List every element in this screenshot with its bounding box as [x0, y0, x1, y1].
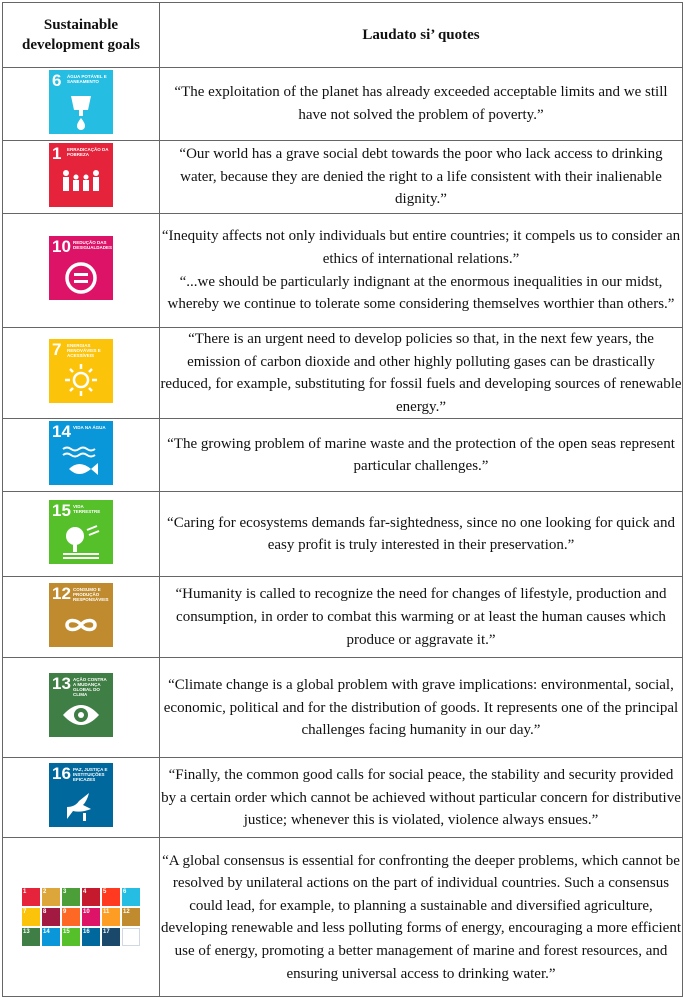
- sdg-label: AÇÃO CONTRA A MUDANÇA GLOBAL DO CLIMA: [73, 677, 107, 698]
- sdg-mini-tile-12: 12: [122, 908, 140, 926]
- sdg-label: PAZ, JUSTIÇA E INSTITUIÇÕES EFICAZES: [73, 767, 108, 783]
- sdg-icon-cell: [3, 68, 160, 141]
- sdg-7-tile: [49, 339, 113, 403]
- table-row: [3, 492, 683, 577]
- family-icon: [61, 165, 101, 203]
- quote-cell: [160, 838, 683, 997]
- sdg-number: 16: [52, 764, 71, 784]
- sdg-number: 13: [52, 674, 71, 694]
- sdg-icon-cell: [3, 492, 160, 577]
- sdg-16-tile: [49, 763, 113, 827]
- quote-text: “Climate change is a global problem with grave implications: environmental, social, economic, political and for the distribution of goods. It represents one of the principal challenges facing humanity in our day.”: [163, 676, 679, 739]
- quote-text: “Humanity is called to recognize the need for changes of lifestyle, production and consumption, in order to combat this warming or at least the human causes which produce or aggravate it.”: [175, 586, 667, 648]
- sdg-1-tile: [49, 143, 113, 207]
- sdg-number: 10: [52, 237, 71, 256]
- table-row: [3, 328, 683, 419]
- sdg-mini-tile-14: 14: [42, 928, 60, 946]
- sdg-mini-tile-2: 2: [42, 888, 60, 906]
- sdg-icon-cell: [3, 758, 160, 838]
- dove-icon: [61, 785, 101, 823]
- all-goals-grid-icon: [22, 888, 140, 946]
- table-row: [3, 758, 683, 838]
- sdg-mini-tile-10: 10: [82, 908, 100, 926]
- quote-cell: [160, 758, 683, 838]
- quote-cell: [160, 419, 683, 492]
- sdg-number: 12: [52, 583, 71, 603]
- table-row: [3, 577, 683, 658]
- sdg-10-tile: [49, 236, 113, 300]
- quote-cell: [160, 658, 683, 758]
- sdg-icon-cell: [3, 658, 160, 758]
- quote-text: “...we should be particularly indignant at the enormous inequalities in our midst, whereby we continue to tolerate some considering themselves worthier than others.”: [167, 273, 675, 313]
- sun-icon: [61, 361, 101, 399]
- sdg-6-tile: [49, 70, 113, 134]
- sdg-label: CONSUMO E PRODUÇÃO RESPONSÁVEIS: [73, 586, 109, 602]
- sdg-label: VIDA TERRESTRE: [73, 503, 101, 514]
- sdg-mini-tile-9: 9: [62, 908, 80, 926]
- water-drop-icon: [61, 92, 101, 130]
- quote-cell: [160, 214, 683, 328]
- sdg-quotes-table: [2, 2, 683, 997]
- sdg-icon-cell: [3, 141, 160, 214]
- table-row: [3, 658, 683, 758]
- tree-icon: [61, 522, 101, 560]
- table-row: [3, 68, 683, 141]
- eye-globe-icon: [61, 695, 101, 733]
- sdg-label: VIDA NA ÁGUA: [73, 424, 106, 430]
- header-quotes: Laudato si’ quotes: [160, 3, 683, 68]
- sdg-13-tile: [49, 673, 113, 737]
- sdg-mini-tile-13: 13: [22, 928, 40, 946]
- table-row: [3, 419, 683, 492]
- quote-cell: [160, 328, 683, 419]
- sdg-mini-tile-16: 16: [82, 928, 100, 946]
- table-row: [3, 141, 683, 214]
- header-sdg: Sustainable development goals: [3, 3, 160, 68]
- quote-cell: [160, 577, 683, 658]
- sdg-number: 15: [52, 500, 71, 520]
- fish-icon: [61, 443, 101, 481]
- sdg-mini-tile-8: 8: [42, 908, 60, 926]
- sdg-mini-tile-1: 1: [22, 888, 40, 906]
- sdg-icon-cell: [3, 577, 160, 658]
- quote-text: “The growing problem of marine waste and the protection of the open seas represent particular challenges.”: [167, 435, 675, 475]
- sdg-logo-tile: [122, 928, 140, 946]
- sdg-14-tile: [49, 421, 113, 485]
- sdg-label: REDUÇÃO DAS DESIGUALDADES: [73, 240, 113, 250]
- quote-text: “Our world has a grave social debt towards the poor who lack access to drinking water, because they are denied the right to a life consistent with their inalienable dignity.”: [179, 146, 663, 208]
- sdg-mini-tile-5: 5: [102, 888, 120, 906]
- quote-cell: [160, 68, 683, 141]
- quote-cell: [160, 141, 683, 214]
- sdg-15-tile: [49, 500, 113, 564]
- infinity-icon: [61, 605, 101, 643]
- header-row: [3, 3, 683, 68]
- sdg-icon-cell: [3, 328, 160, 419]
- sdg-icon-cell: [3, 838, 160, 997]
- quote-text: “Caring for ecosystems demands far-sightedness, since no one looking for quick and easy profit is truly interested in their preservation.”: [167, 514, 675, 554]
- sdg-icon-cell: [3, 419, 160, 492]
- table-row: [3, 214, 683, 328]
- sdg-mini-tile-15: 15: [62, 928, 80, 946]
- sdg-number: 6: [52, 70, 62, 90]
- sdg-number: 7: [52, 339, 62, 359]
- quote-text: “There is an urgent need to develop policies so that, in the next few years, the emission of carbon dioxide and other highly polluting gases can be drastically reduced, for example, substituting for fossil fuels and developing sources of renewable energy.”: [160, 331, 682, 415]
- quote-text: “The exploitation of the planet has already exceeded acceptable limits and we still have not solved the problem of poverty.”: [174, 84, 668, 123]
- sdg-mini-tile-6: 6: [122, 888, 140, 906]
- equality-icon: [61, 258, 101, 296]
- sdg-mini-tile-4: 4: [82, 888, 100, 906]
- sdg-number: 14: [52, 421, 71, 441]
- sdg-12-tile: [49, 583, 113, 647]
- sdg-number: 1: [52, 143, 62, 163]
- sdg-label: ERRADICAÇÃO DA POBREZA: [67, 146, 109, 157]
- sdg-mini-tile-3: 3: [62, 888, 80, 906]
- quote-text: “A global consensus is essential for confronting the deeper problems, which cannot be resolved by unilateral actions on the part of individual countries. Such a consensus could lead, for example, to planning a sustainable and diversified agriculture, developing renewable and less polluting forms of energy, encouraging a more efficient use of energy, promoting a better management of marine and forest resources, and ensuring universal access to drinking water.”: [161, 852, 681, 982]
- sdg-mini-tile-7: 7: [22, 908, 40, 926]
- table-row: [3, 838, 683, 997]
- sdg-icon-cell: [3, 214, 160, 328]
- quote-text: “Finally, the common good calls for social peace, the stability and security provided by a certain order which cannot be achieved without particular concern for distributive justice; whenever this is violated, violence always ensues.”: [161, 766, 681, 829]
- sdg-mini-tile-11: 11: [102, 908, 120, 926]
- sdg-label: ÁGUA POTÁVEL E SANEAMENTO: [67, 73, 107, 84]
- quote-cell: [160, 492, 683, 577]
- quote-text: “Inequity affects not only individuals but entire countries; it compels us to consider an ethics of international relations.”: [161, 228, 681, 267]
- sdg-mini-tile-17: 17: [102, 928, 120, 946]
- sdg-label: ENERGIAS RENOVÁVEIS E ACESSÍVEIS: [67, 342, 101, 358]
